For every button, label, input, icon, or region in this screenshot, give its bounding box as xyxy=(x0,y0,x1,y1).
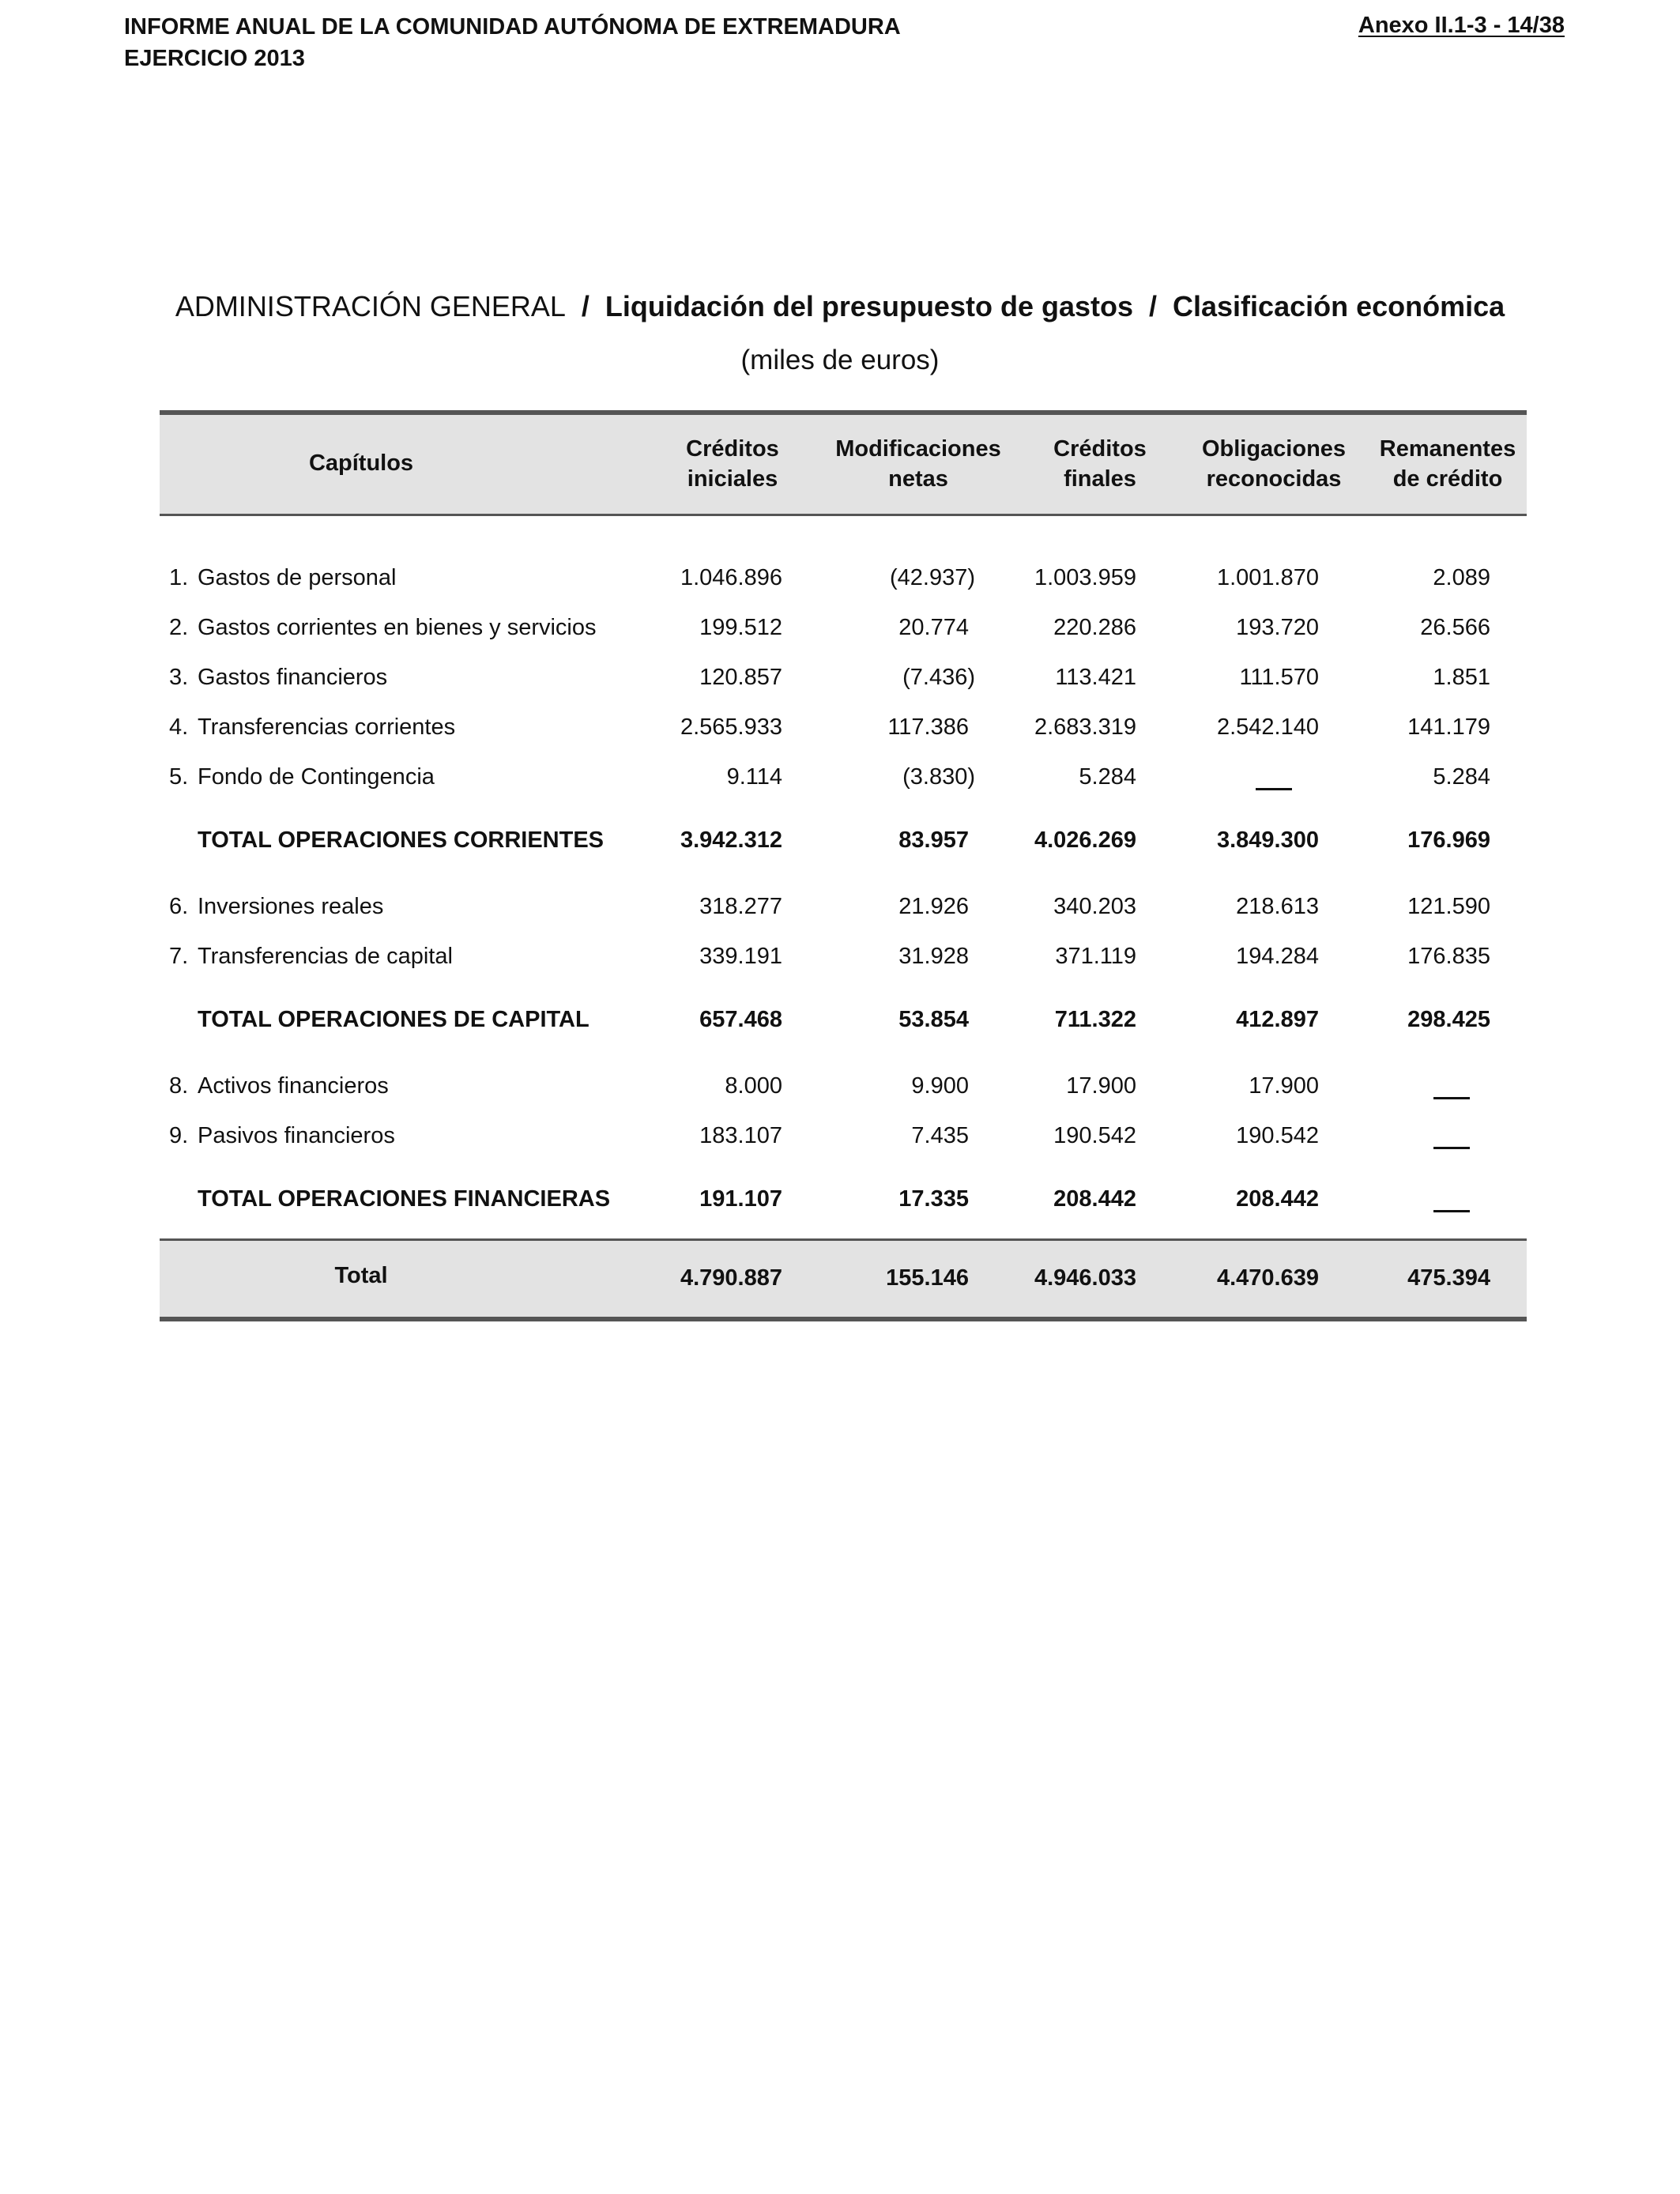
budget-table xyxy=(160,410,1527,1291)
row-number: 7. xyxy=(169,944,189,969)
cell-value: (42.937) xyxy=(889,565,975,590)
cell-value: 17.335 xyxy=(898,1186,969,1212)
row-label: Activos financieros xyxy=(198,1073,389,1099)
row-label: Pasivos financieros xyxy=(198,1123,395,1148)
total-label: Total xyxy=(334,1263,388,1288)
cell-value: 208.442 xyxy=(1053,1186,1136,1212)
cell-value: 120.857 xyxy=(699,665,782,690)
empty-value-dash xyxy=(1433,1073,1470,1099)
cell-value: 1.001.870 xyxy=(1216,565,1319,590)
row-number: 9. xyxy=(169,1123,189,1148)
cell-value: 191.107 xyxy=(699,1186,782,1212)
cell-value: 1.046.896 xyxy=(680,565,782,590)
cell-value: 318.277 xyxy=(699,894,782,919)
table-header xyxy=(160,410,1527,516)
cell-value: 190.542 xyxy=(1236,1123,1319,1148)
table-row xyxy=(160,944,1527,975)
cell-value: 412.897 xyxy=(1236,1007,1319,1032)
cell-value: 193.720 xyxy=(1236,615,1319,640)
table-row xyxy=(160,565,1527,597)
cell-value: 141.179 xyxy=(1407,714,1490,740)
cell-value: 2.542.140 xyxy=(1216,714,1319,740)
header-line: Remanentes xyxy=(1379,436,1516,462)
row-label: Gastos de personal xyxy=(198,565,397,590)
cell-value: 8.000 xyxy=(725,1073,782,1099)
total-creditos-finales: 4.946.033 xyxy=(1034,1265,1136,1291)
header-creditos-iniciales xyxy=(657,434,808,494)
cell-value: 199.512 xyxy=(699,615,782,640)
table-body xyxy=(160,516,1527,1227)
empty-value-dash xyxy=(1256,764,1292,790)
report-header xyxy=(124,11,901,74)
cell-value: 2.683.319 xyxy=(1034,714,1136,740)
table-row xyxy=(160,665,1527,696)
cell-value: 339.191 xyxy=(699,944,782,969)
cell-value: 176.969 xyxy=(1407,827,1490,853)
cell-value: 31.928 xyxy=(898,944,969,969)
row-number: 1. xyxy=(169,565,189,590)
annex-reference: Anexo II.1-3 - 14/38 xyxy=(1358,13,1565,38)
header-creditos-finales xyxy=(1021,434,1179,494)
subtotal-row xyxy=(160,827,1527,859)
total-remanentes-credito: 475.394 xyxy=(1407,1265,1490,1291)
cell-value: 111.570 xyxy=(1239,665,1319,690)
header-line: netas xyxy=(888,466,948,492)
table-row xyxy=(160,714,1527,746)
row-number: 3. xyxy=(169,665,189,690)
title-part-1: ADMINISTRACIÓN GENERAL xyxy=(175,290,566,322)
page-subtitle: (miles de euros) xyxy=(740,345,940,375)
row-number: 5. xyxy=(169,764,189,790)
cell-value: 17.900 xyxy=(1249,1073,1319,1099)
row-number: 6. xyxy=(169,894,189,919)
header-obligaciones-reconocidas xyxy=(1179,434,1369,494)
total-obligaciones-reconocidas: 4.470.639 xyxy=(1216,1265,1319,1291)
cell-value: 176.835 xyxy=(1407,944,1490,969)
table-row xyxy=(160,615,1527,647)
cell-value: 9.114 xyxy=(726,764,782,790)
cell-value: 340.203 xyxy=(1053,894,1136,919)
cell-value: 20.774 xyxy=(898,615,969,640)
cell-value: 3.942.312 xyxy=(680,827,782,853)
header-modificaciones-netas xyxy=(819,434,1017,494)
row-number: 2. xyxy=(169,615,189,640)
cell-value: 17.900 xyxy=(1066,1073,1136,1099)
cell-value: 194.284 xyxy=(1236,944,1319,969)
header-line: Obligaciones xyxy=(1201,436,1347,462)
cell-value: 657.468 xyxy=(699,1007,782,1032)
total-modificaciones-netas: 155.146 xyxy=(886,1265,969,1291)
cell-value: 2.089 xyxy=(1433,565,1490,590)
row-label: Gastos corrientes en bienes y servicios xyxy=(198,615,597,640)
cell-value: 5.284 xyxy=(1079,764,1136,790)
row-label: Transferencias corrientes xyxy=(198,714,456,740)
table-row xyxy=(160,894,1527,925)
cell-value: 2.565.933 xyxy=(680,714,782,740)
row-label: Fondo de Contingencia xyxy=(198,764,435,790)
cell-value: 5.284 xyxy=(1433,764,1490,790)
cell-value: 1.003.959 xyxy=(1034,565,1136,590)
row-label: Transferencias de capital xyxy=(198,944,453,969)
header-line: Créditos xyxy=(1053,436,1147,462)
subtotal-row xyxy=(160,1007,1527,1039)
report-year-line: EJERCICIO 2013 xyxy=(124,46,305,71)
row-label: TOTAL OPERACIONES DE CAPITAL xyxy=(198,1007,590,1032)
title-separator: / xyxy=(581,290,590,322)
cell-value: (7.436) xyxy=(902,665,975,690)
cell-value: 117.386 xyxy=(887,714,969,740)
cell-value: 9.900 xyxy=(911,1073,969,1099)
table-total-row xyxy=(160,1238,1527,1321)
header-line: de crédito xyxy=(1392,466,1503,492)
header-line: Modificaciones xyxy=(835,436,1001,462)
cell-value: 220.286 xyxy=(1053,615,1136,640)
cell-value: 4.026.269 xyxy=(1034,827,1136,853)
cell-value: 113.421 xyxy=(1055,665,1136,690)
cell-value: 208.442 xyxy=(1236,1186,1319,1212)
dash-line xyxy=(1433,1193,1470,1212)
cell-value: 1.851 xyxy=(1433,665,1490,690)
table-row xyxy=(160,1073,1527,1105)
header-remanentes-credito xyxy=(1369,434,1527,494)
cell-value: 3.849.300 xyxy=(1216,827,1319,853)
subtotal-row xyxy=(160,1186,1527,1218)
row-label: TOTAL OPERACIONES CORRIENTES xyxy=(198,827,604,853)
header-line: finales xyxy=(1064,466,1136,492)
title-part-3: Clasificación económica xyxy=(1173,290,1505,322)
header-capitulos: Capítulos xyxy=(308,450,414,476)
row-label: TOTAL OPERACIONES FINANCIERAS xyxy=(198,1186,611,1212)
total-creditos-iniciales: 4.790.887 xyxy=(680,1265,782,1291)
row-number: 4. xyxy=(169,714,189,740)
title-part-2: Liquidación del presupuesto de gastos xyxy=(605,290,1133,322)
row-label: Inversiones reales xyxy=(198,894,384,919)
cell-value: 7.435 xyxy=(911,1123,969,1148)
row-label: Gastos financieros xyxy=(198,665,388,690)
cell-value: 371.119 xyxy=(1055,944,1136,969)
report-title-line: INFORME ANUAL DE LA COMUNIDAD AUTÓNOMA DE EXTREMADURA xyxy=(124,14,901,40)
table-row xyxy=(160,1123,1527,1155)
cell-value: 83.957 xyxy=(898,827,969,853)
cell-value: 121.590 xyxy=(1407,894,1490,919)
dash-line xyxy=(1433,1129,1470,1149)
cell-value: 53.854 xyxy=(898,1007,969,1032)
dash-line xyxy=(1256,771,1292,790)
title-separator: / xyxy=(1149,290,1158,322)
header-line: reconocidas xyxy=(1206,466,1342,492)
cell-value: 190.542 xyxy=(1053,1123,1136,1148)
empty-value-dash xyxy=(1433,1123,1470,1149)
cell-value: 21.926 xyxy=(898,894,969,919)
dash-line xyxy=(1433,1080,1470,1099)
header-line: iniciales xyxy=(687,466,778,492)
cell-value: 218.613 xyxy=(1236,894,1319,919)
table-row xyxy=(160,764,1527,796)
row-number: 8. xyxy=(169,1073,189,1099)
cell-value: 298.425 xyxy=(1407,1007,1490,1032)
page-title xyxy=(0,289,1680,324)
cell-value: (3.830) xyxy=(902,764,975,790)
cell-value: 183.107 xyxy=(699,1123,782,1148)
empty-value-dash xyxy=(1433,1186,1470,1212)
cell-value: 26.566 xyxy=(1420,615,1490,640)
header-line: Créditos xyxy=(686,436,779,462)
cell-value: 711.322 xyxy=(1054,1007,1136,1032)
